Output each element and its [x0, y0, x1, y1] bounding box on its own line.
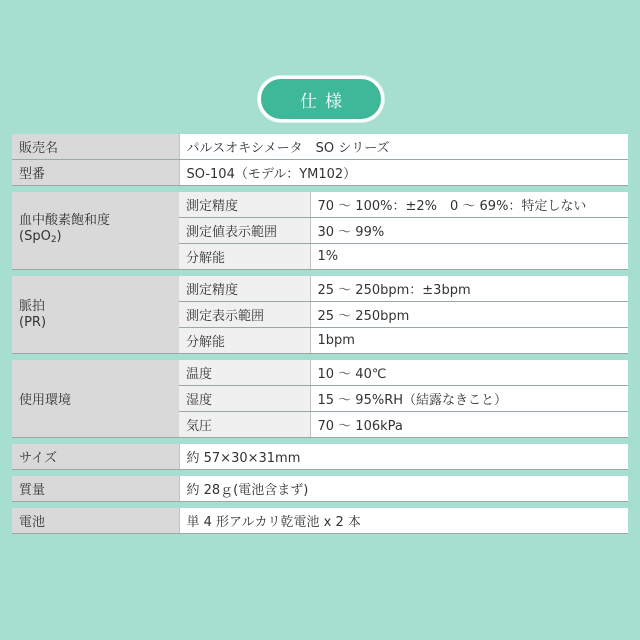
size-value: 約 57×30×31mm	[179, 444, 628, 470]
row-battery	[12, 508, 628, 534]
row-sales-name	[12, 134, 628, 160]
spo2-resolution-value: 1%	[310, 244, 628, 270]
battery-label: 電池	[12, 508, 179, 534]
spo2-accuracy-label: 測定精度	[179, 192, 310, 218]
row-spo2-accuracy	[12, 192, 628, 218]
weight-label: 質量	[12, 476, 179, 502]
pressure-label: 気圧	[179, 412, 310, 438]
weight-value: 約 28ｇ(電池含まず)	[179, 476, 628, 502]
sales-name-value: パルスオキシメータ SO シリーズ	[179, 134, 628, 160]
size-label: サイズ	[12, 444, 179, 470]
humidity-value: 15 ～ 95%RH（結露なきこと）	[310, 386, 628, 412]
row-pulse-accuracy	[12, 276, 628, 302]
temperature-label: 温度	[179, 360, 310, 386]
pulse-accuracy-label: 測定精度	[179, 276, 310, 302]
pulse-accuracy-value: 25 ～ 250bpm：±3bpm	[310, 276, 628, 302]
pulse-resolution-value: 1bpm	[310, 328, 628, 354]
spec-title-badge: 仕様	[258, 76, 384, 122]
pressure-value: 70 ～ 106kPa	[310, 412, 628, 438]
pulse-label-line1: 脈拍	[19, 298, 46, 314]
temperature-value: 10 ～ 40℃	[310, 360, 628, 386]
row-size	[12, 444, 628, 470]
pulse-range-label: 測定表示範囲	[179, 302, 310, 328]
pulse-range-value: 25 ～ 250bpm	[310, 302, 628, 328]
spec-table	[12, 134, 628, 534]
spo2-label-line1: 血中酸素飽和度	[19, 213, 111, 228]
pulse-label-line2: (PR)	[19, 314, 47, 330]
humidity-label: 湿度	[179, 386, 310, 412]
row-weight	[12, 476, 628, 502]
spo2-resolution-label: 分解能	[179, 244, 310, 270]
row-env-temperature	[12, 360, 628, 386]
sales-name-label: 販売名	[12, 134, 179, 160]
pulse-label	[12, 276, 179, 354]
battery-value: 単 4 形アルカリ乾電池 x 2 本	[179, 508, 628, 534]
spo2-range-value: 30 ～ 99%	[310, 218, 628, 244]
spo2-range-label: 測定値表示範囲	[179, 218, 310, 244]
spo2-label-line2: (SpO2)	[19, 229, 62, 245]
environment-label: 使用環境	[12, 360, 179, 438]
spo2-label	[12, 192, 179, 270]
row-model	[12, 160, 628, 186]
spo2-accuracy-value: 70 ～ 100%：±2% 0 ～ 69%：特定しない	[310, 192, 628, 218]
pulse-resolution-label: 分解能	[179, 328, 310, 354]
model-value: SO-104（モデル：YM102）	[179, 160, 628, 186]
model-label: 型番	[12, 160, 179, 186]
